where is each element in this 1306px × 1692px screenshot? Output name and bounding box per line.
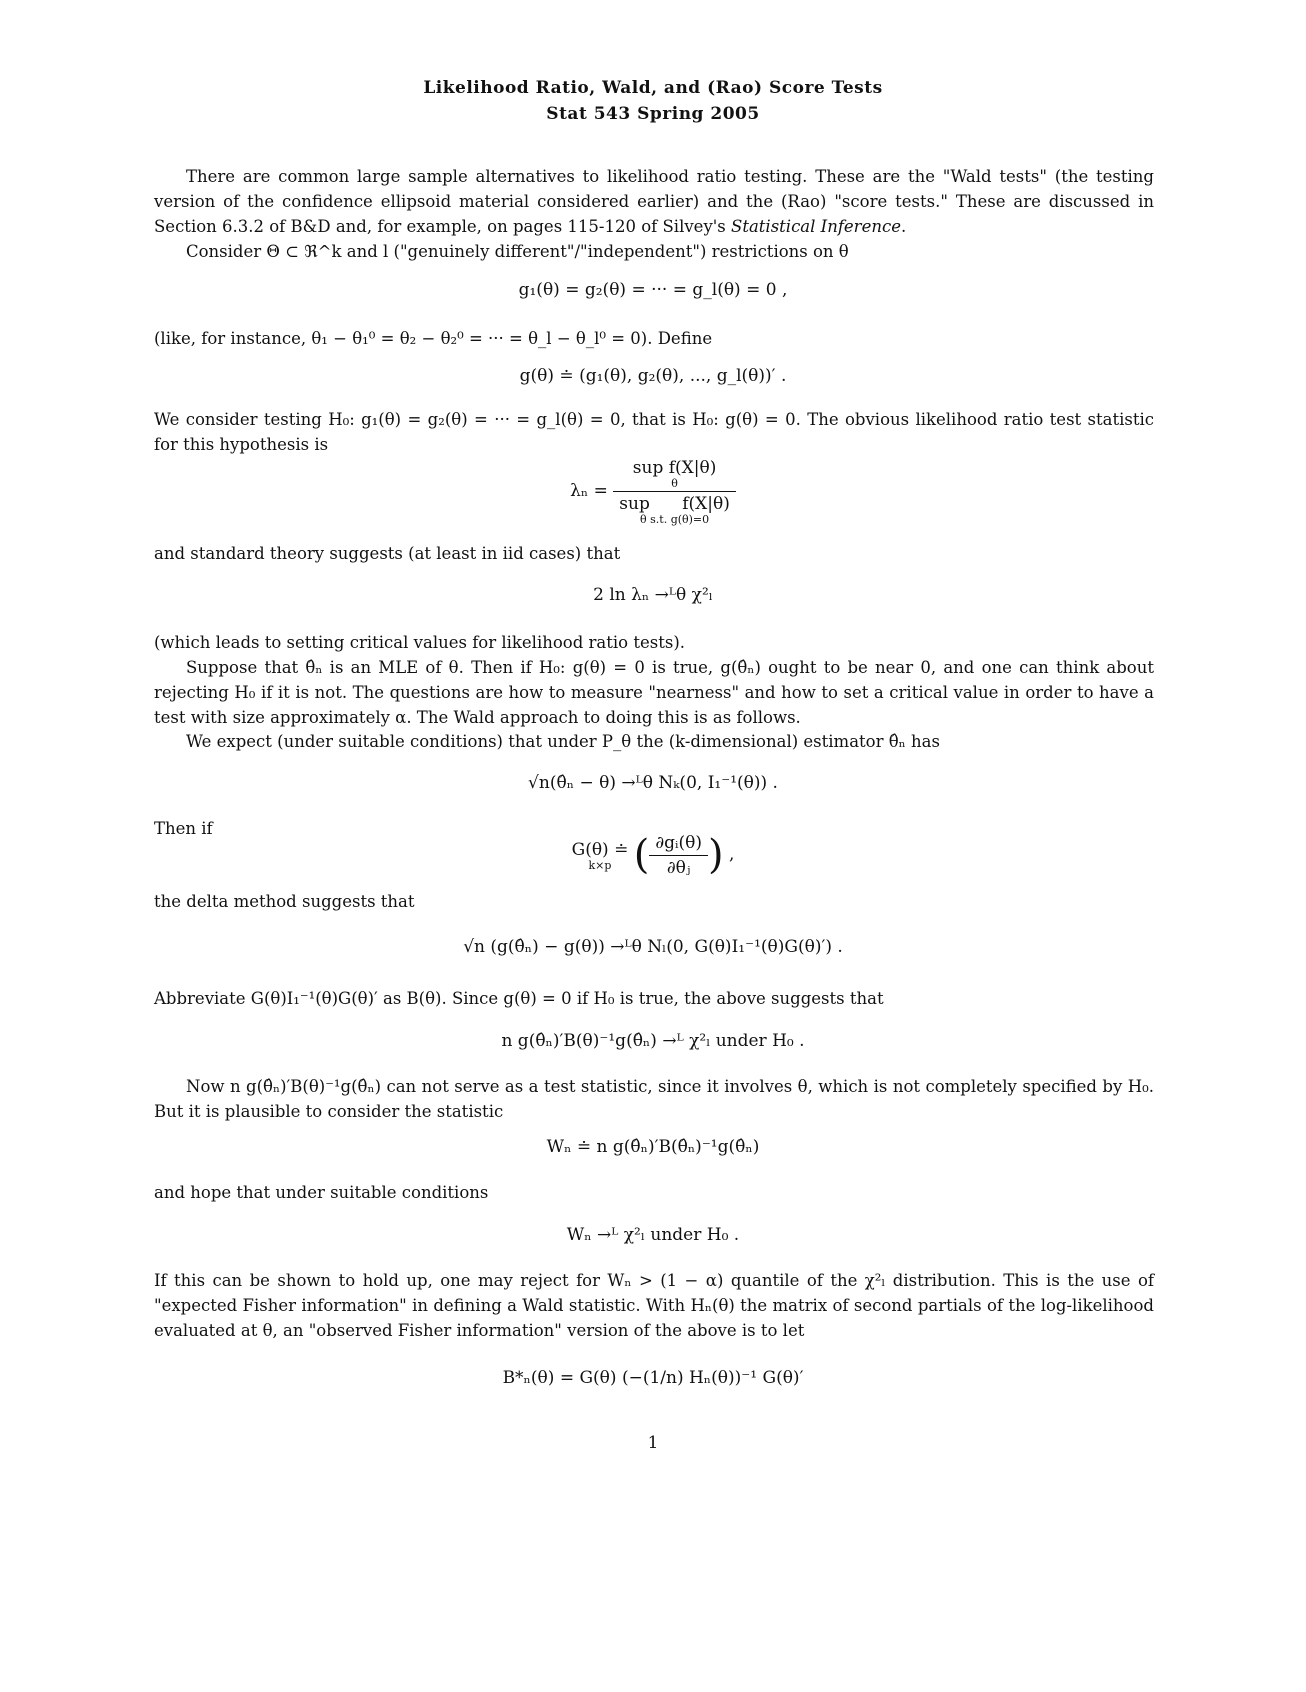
- equation-asymptotic-normal: √n(θ̂ₙ − θ) →ᴸθ Nₖ(0, I₁⁻¹(θ)) .: [528, 773, 778, 793]
- G-tail: ,: [728, 844, 735, 865]
- paragraph-abbreviate: Abbreviate G(θ)I₁⁻¹(θ)G(θ)′ as B(θ). Since g(θ) = 0 if H₀ is true, the above suggests that: [154, 989, 884, 1008]
- partial-fraction: [649, 833, 708, 878]
- document-title: Likelihood Ratio, Wald, and (Rao) Score Tests: [423, 78, 883, 98]
- paragraph-estimator: We expect (under suitable conditions) that under P_θ the (k-dimensional) estimator θ̂ₙ has: [186, 732, 940, 751]
- lr-numerator: sup f(X|θ): [632, 458, 717, 478]
- paragraph-then-if: Then if: [154, 819, 213, 838]
- G-lhs: [572, 840, 629, 871]
- book-title: Statistical Inference: [731, 217, 901, 236]
- paragraph-standard-theory: and standard theory suggests (at least in iid cases) that: [154, 544, 621, 563]
- paragraph-critical-values: (which leads to setting critical values for likelihood ratio tests).: [154, 633, 685, 652]
- equation-wald-limit: Wₙ →ᴸ χ²ₗ under H₀ .: [566, 1225, 740, 1245]
- right-paren: ): [707, 832, 724, 878]
- paragraph-hope: and hope that under suitable conditions: [154, 1183, 489, 1202]
- equation-likelihood-ratio: [0, 458, 1306, 525]
- document-subtitle: Stat 543 Spring 2005: [546, 104, 760, 124]
- lr-denominator: sup f(X|θ): [619, 494, 730, 514]
- G-lhs-sub: k×p: [588, 858, 612, 872]
- paragraph-intro: [154, 164, 1154, 239]
- partial-denominator: ∂θⱼ: [649, 855, 708, 878]
- equation-lr-limit: 2 ln λₙ →ᴸθ χ²ₗ: [593, 585, 713, 605]
- equation-delta-method: √n (g(θ̂ₙ) − g(θ)) →ᴸθ Nₗ(0, G(θ)I₁⁻¹(θ)G(θ)′) .: [463, 937, 843, 957]
- paragraph-hypothesis: We consider testing H₀: g₁(θ) = g₂(θ) = ··· = g_l(θ) = 0, that is H₀: g(θ) = 0. The obvious likelihood ratio test statistic for this hypothesis is: [154, 410, 1154, 454]
- paragraph-consider: Consider Θ ⊂ ℜ^k and l ("genuinely different"/"independent") restrictions on θ: [186, 242, 849, 261]
- likelihood-ratio-fraction: [613, 458, 736, 525]
- paragraph-intro-end: .: [900, 217, 907, 236]
- page-number: 1: [647, 1433, 659, 1453]
- lambda-lhs: λₙ =: [570, 481, 608, 501]
- lr-numerator-sub: θ: [671, 477, 678, 490]
- paragraph-intro-text: There are common large sample alternatives to likelihood ratio testing. These are the "Wald tests" (the testing version of the confidence ellipsoid material considered earlier) and the (Rao) "score tests." These are discussed in Section 6.3.2 of B&D and, for example, on pages 115-120 of Silvey's: [154, 167, 1154, 236]
- paragraph-fisher-information: If this can be shown to hold up, one may reject for Wₙ > (1 − α) quantile of the χ²ₗ distribution. This is the use of "expected Fisher information" in defining a Wald statistic. With Hₙ(θ) the matrix of second partials of the log-likelihood evaluated at θ, an "observed Fisher information" version of the above is to let: [154, 1271, 1154, 1340]
- paragraph-not-statistic: Now n g(θ̂ₙ)′B(θ)⁻¹g(θ̂ₙ) can not serve as a test statistic, since it involves θ, which is not completely specified by H₀. But it is plausible to consider the statistic: [154, 1077, 1154, 1121]
- G-lhs-text: G(θ) ≐: [571, 839, 629, 860]
- equation-restrictions: g₁(θ) = g₂(θ) = ··· = g_l(θ) = 0 ,: [518, 280, 788, 300]
- partial-numerator: ∂gᵢ(θ): [655, 832, 702, 853]
- paragraph-example: (like, for instance, θ₁ − θ₁⁰ = θ₂ − θ₂⁰ = ··· = θ_l − θ_l⁰ = 0). Define: [154, 329, 713, 348]
- equation-g-definition: g(θ) ≐ (g₁(θ), g₂(θ), ..., g_l(θ))′ .: [519, 366, 787, 386]
- equation-chi-square-limit: n g(θ̂ₙ)′B(θ)⁻¹g(θ̂ₙ) →ᴸ χ²ₗ under H₀ .: [501, 1031, 805, 1051]
- equation-observed-fisher: B*ₙ(θ) = G(θ) (−(1/n) Hₙ(θ))⁻¹ G(θ)′: [502, 1368, 804, 1388]
- equation-G-matrix: [0, 832, 1306, 878]
- lr-denominator-sub: θ s.t. g(θ)=0: [640, 513, 710, 526]
- paragraph-mle: Suppose that θ̂ₙ is an MLE of θ. Then if H₀: g(θ) = 0 is true, g(θ̂ₙ) ought to be near 0, and one can think about rejecting H₀ if it is not. The questions are how to measure "nearness" and how to set a critical value in order to have a test with size approximately α. The Wald approach to doing this is as follows.: [154, 658, 1154, 727]
- paragraph-delta-method: the delta method suggests that: [154, 892, 415, 911]
- left-paren: (: [633, 832, 650, 878]
- equation-wald-statistic: Wₙ ≐ n g(θ̂ₙ)′B(θ̂ₙ)⁻¹g(θ̂ₙ): [546, 1137, 760, 1157]
